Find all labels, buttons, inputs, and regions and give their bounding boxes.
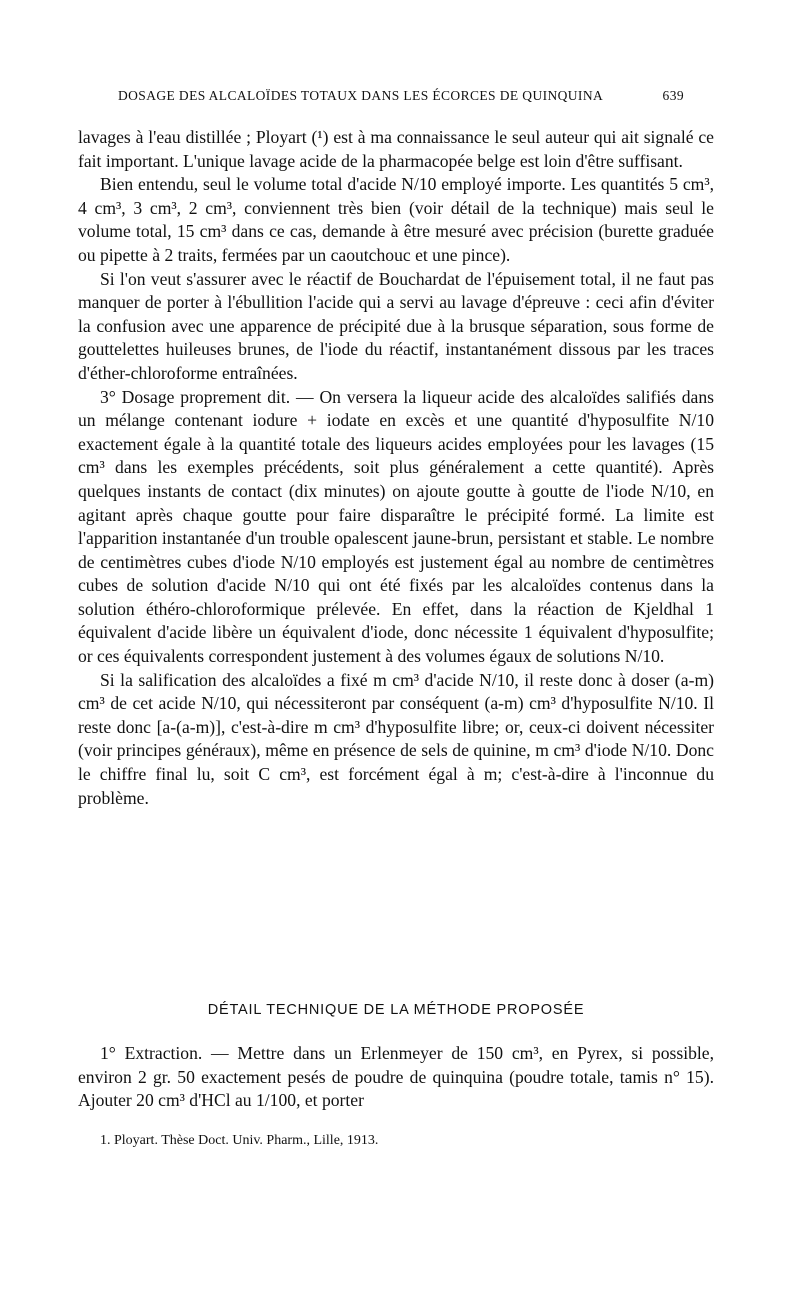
footnote: 1. Ployart. Thèse Doct. Univ. Pharm., Lille, 1913. bbox=[100, 1133, 379, 1148]
paragraph-5: Si la salification des alcaloïdes a fixé m cm³ d'acide N/10, il reste donc à doser (a-m) cm³ de cet acide N/10, qui nécessiteront par conséquent (a-m) cm³ d'hyposulfite N/10. Il reste donc [a-(a-m)], c'est-à-dire m cm³ d'hyposulfite libre; or, ceux-ci doivent nécessiter (voir principes généraux), même en présence de sels de quinine, m cm³ d'iode N/10. Donc le chiffre final lu, soit C cm³, est forcément égal à m; c'est-à-dire à l'inconnue du problème. bbox=[78, 669, 714, 808]
paragraph-3: Si l'on veut s'assurer avec le réactif de Bouchardat de l'épuisement total, il ne faut pas manquer de porter à l'ébullition l'acide qui a servi au lavage d'épreuve : ceci afin d'éviter la confusion avec une apparence de précipité due à la brusque séparation, sous forme de gouttelettes huileuses brunes, de l'iode du réactif, instantanément dissous par les traces d'éther-chloroforme entraînées. bbox=[78, 268, 714, 383]
running-title: DOSAGE DES ALCALOÏDES TOTAUX DANS LES ÉCORCES DE QUINQUINA bbox=[118, 88, 604, 103]
paragraph-2: Bien entendu, seul le volume total d'acide N/10 employé importe. Les quantités 5 cm³, 4 cm³, 3 cm³, 2 cm³, conviennent très bien (voir détail de la technique) mais seul le volume total, 15 cm³ dans ce cas, demande à être mesuré avec précision (burette graduée ou pipette à 2 traits, fermées par un caoutchouc et une pince). bbox=[78, 174, 714, 265]
paragraph-1: lavages à l'eau distillée ; Ployart (¹) est à ma connaissance le seul auteur qui ait signalé ce fait important. L'unique lavage acide de la pharmacopée belge est loin d'être suffisant. bbox=[78, 127, 714, 171]
running-head bbox=[118, 88, 684, 104]
section-title: DÉTAIL TECHNIQUE DE LA MÉTHODE PROPOSÉE bbox=[207, 1002, 585, 1018]
body-text bbox=[78, 126, 714, 810]
page-number: 639 bbox=[662, 88, 684, 103]
paragraph-6: 1° Extraction. — Mettre dans un Erlenmeyer de 150 cm³, en Pyrex, si possible, environ 2 gr. 50 exactement pesés de poudre de quinquina (poudre totale, tamis n° 15). Ajouter 20 cm³ d'HCl au 1/100, et porter bbox=[78, 1043, 714, 1111]
extraction-section bbox=[78, 1042, 714, 1113]
paragraph-4: 3° Dosage proprement dit. — On versera la liqueur acide des alcaloïdes salifiés dans un mélange contenant iodure + iodate en excès et une quantité d'hyposulfite N/10 exactement égale à la quantité totale des liqueurs acides employées pour les lavages (15 cm³ dans les exemples précédents, soit plus généralement a cette quantité). Après quelques instants de contact (dix minutes) on ajoute goutte à goutte de l'iode N/10, en agitant après chaque goutte pour faire disparaître le précipité formé. La limite est l'apparition instantanée d'un trouble opalescent jaune-brun, persistant et stable. Le nombre de centimètres cubes d'iode N/10 employés est justement égal au nombre de centimètres cubes de solution d'acide N/10 qui ont été fixés par les alcaloïdes contenus dans la solution éthéro-chloroformique prélevée. En effet, dans la réaction de Kjeldhal 1 équivalent d'acide libère un équivalent d'iode, donc nécessite 1 équivalent d'hyposulfite; or ces équivalents correspondent justement à des volumes égaux de solutions N/10. bbox=[78, 386, 714, 667]
